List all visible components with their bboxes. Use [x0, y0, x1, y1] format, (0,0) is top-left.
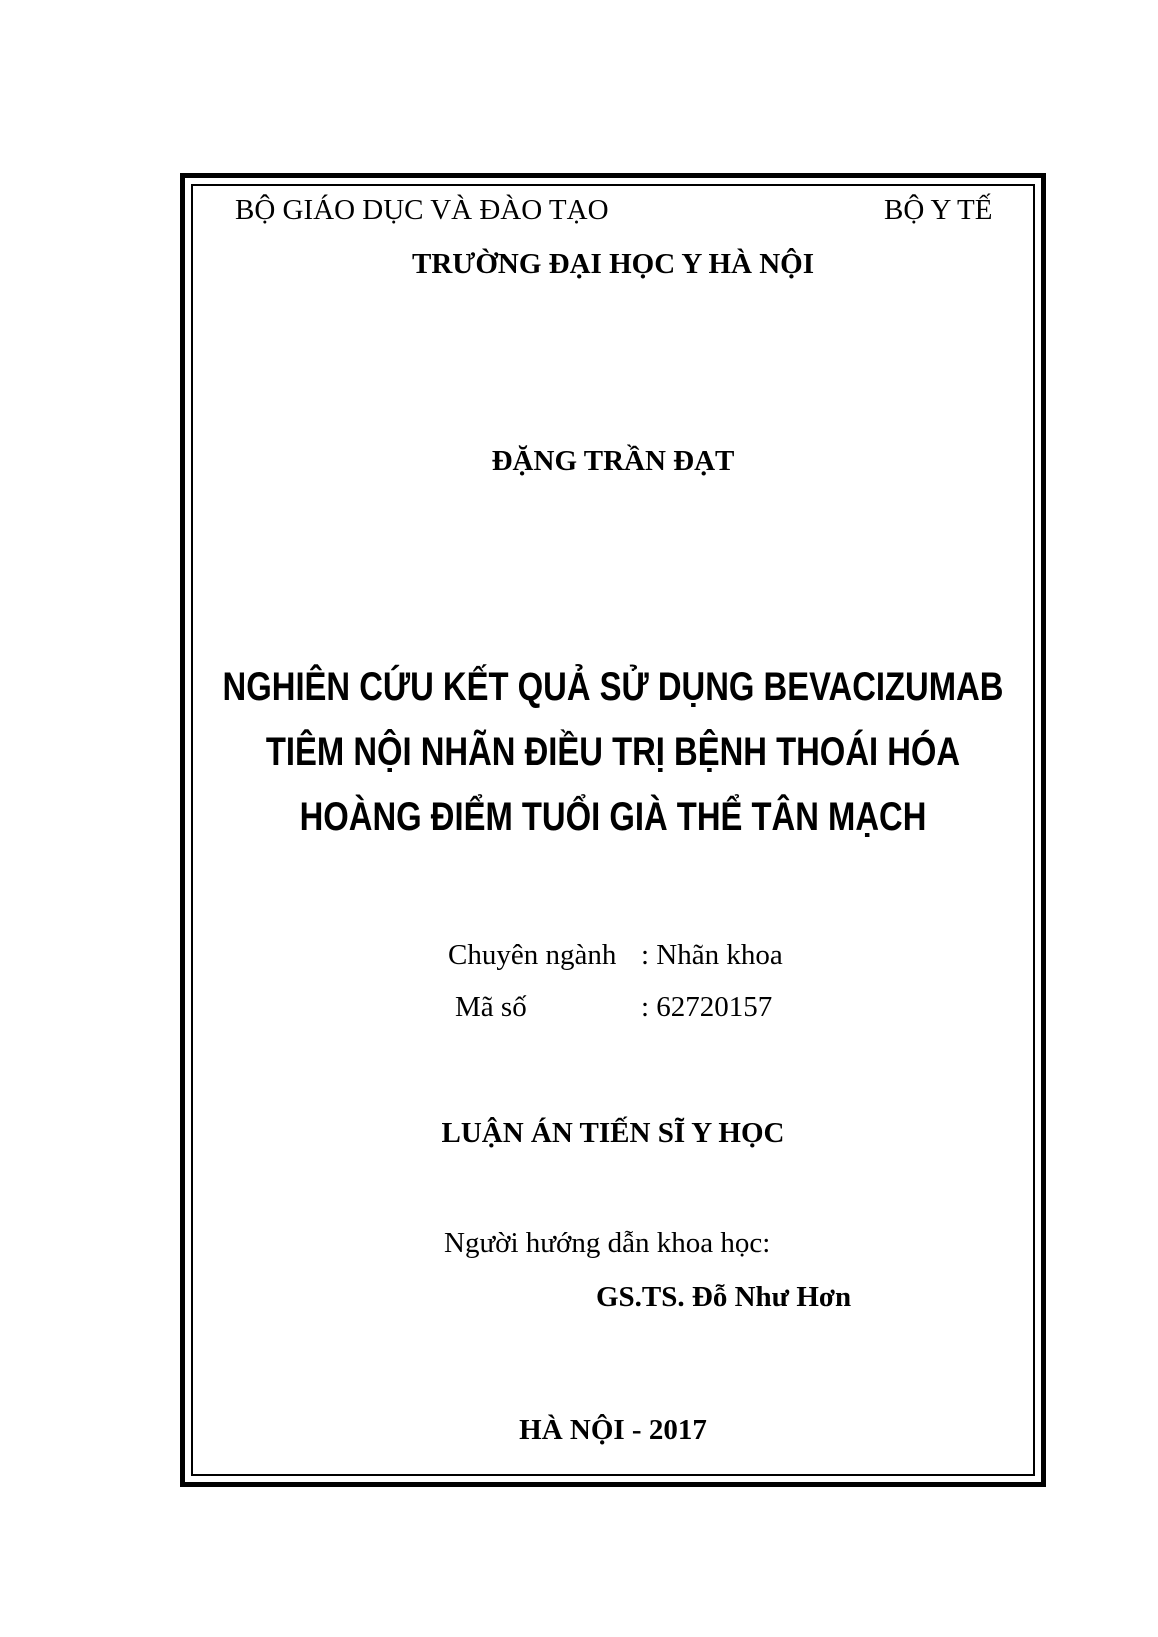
author-name: ĐẶNG TRẦN ĐẠT [491, 445, 735, 477]
university-name: TRƯỜNG ĐẠI HỌC Y HÀ NỘI [412, 248, 814, 280]
degree-title: LUẬN ÁN TIẾN SĨ Y HỌC [441, 1117, 785, 1149]
thesis-title [110, 655, 1115, 850]
advisor-name: GS.TS. Đỗ Như Hơn [596, 1281, 852, 1313]
ministry-health-heading: BỘ Y TẾ [884, 194, 993, 226]
specialty-label: Chuyên ngành [448, 939, 617, 971]
thesis-title-line-1: NGHIÊN CỨU KẾT QUẢ SỬ DỤNG BEVACIZUMAB [222, 665, 1004, 709]
specialty-value: : Nhãn khoa [641, 939, 783, 971]
code-label: Mã số [455, 991, 527, 1023]
thesis-title-line-3: HOÀNG ĐIỂM TUỔI GIÀ THỂ TÂN MẠCH [299, 795, 927, 839]
advisor-label: Người hướng dẫn khoa học: [444, 1227, 771, 1259]
code-value: : 62720157 [641, 991, 773, 1023]
place-and-year: HÀ NỘI - 2017 [519, 1414, 707, 1446]
thesis-title-line-2: TIÊM NỘI NHÃN ĐIỀU TRỊ BỆNH THOÁI HÓA [265, 730, 961, 774]
ministry-education-heading: BỘ GIÁO DỤC VÀ ĐÀO TẠO [235, 194, 609, 226]
